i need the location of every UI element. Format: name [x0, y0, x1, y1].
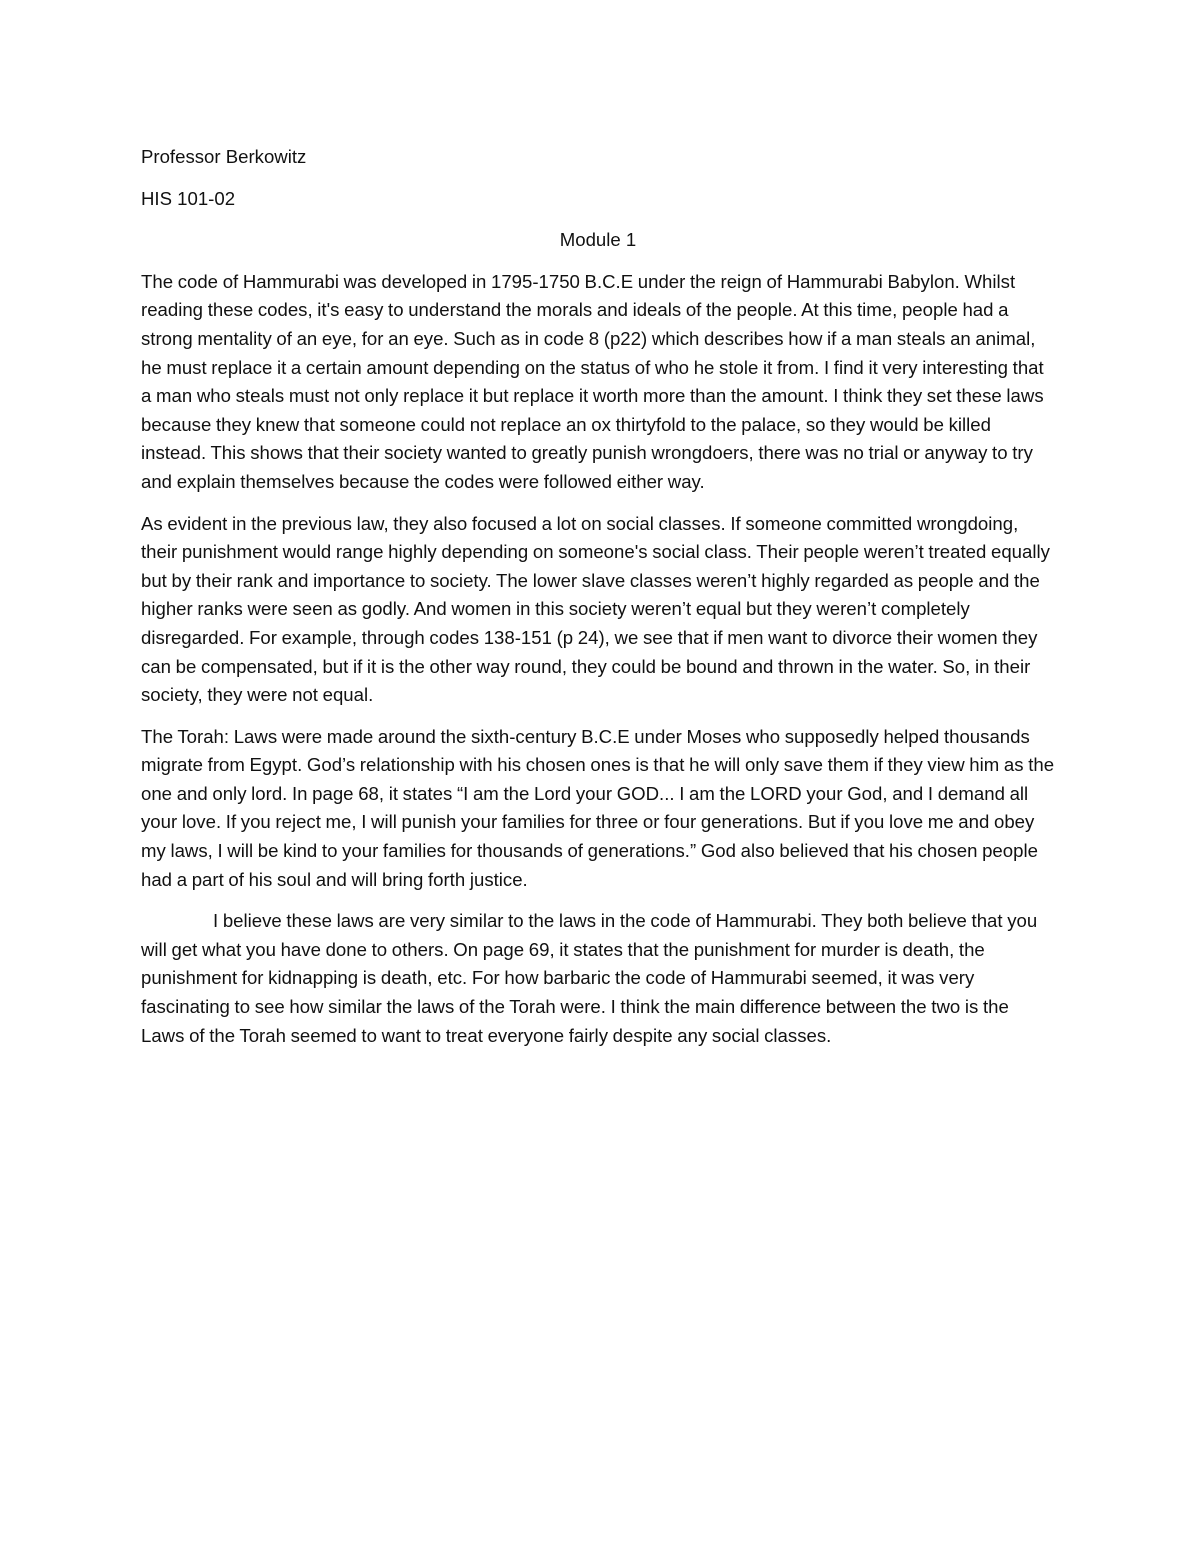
professor-name: Professor Berkowitz [141, 146, 307, 167]
paragraph-torah: The Torah: Laws were made around the sixth-century B.C.E under Moses who supposedly helped thousands migrate from Egypt. God’s relationship with his chosen ones is that he will only save them if they view him as the one and only lord. In page 68, it states “I am the Lord your GOD... I am the LORD your God, and I demand all your love. If you reject me, I will punish your families for three or four generations. But if you love me and obey my laws, I will be kind to your families for thousands of generations.” God also believed that his chosen people had a part of his soul and will bring forth justice. [141, 725, 1055, 890]
paragraph-hammurabi: The code of Hammurabi was developed in 1795-1750 B.C.E under the reign of Hammurabi Babylon. Whilst reading these codes, it's easy to understand the morals and ideals of the people. At this time, people had a strong mentality of an eye, for an eye. Such as in code 8 (p22) which describes how if a man steals an animal, he must replace it a certain amount depending on the status of who he stole it from. I find it very interesting that a man who steals must not only replace it but replace it worth more than the amount. I think they set these laws because they knew that someone could not replace an ox thirtyfold to the palace, so they would be killed instead. This shows that their society wanted to greatly punish wrongdoers, there was no trial or anyway to try and explain themselves because the codes were followed either way. [141, 270, 1044, 492]
course-code: HIS 101-02 [141, 187, 236, 209]
document-body [141, 143, 1055, 1063]
document-title: Module 1 [559, 229, 637, 251]
paragraph-social-classes: As evident in the previous law, they also focused a lot on social classes. If someone committed wrongdoing, their punishment would range highly depending on someone's social class. Their people weren’t treated equally but by their rank and importance to society. The lower slave classes weren’t highly regarded as people and the higher ranks were seen as godly. And women in this society weren’t equal but they weren’t completely disregarded. For example, through codes 138-151 (p 24), we see that if men want to divorce their women they can be compensated, but if it is the other way round, they could be bound and thrown in the water. So, in their society, they were not equal. [141, 512, 1050, 706]
paragraph-comparison: I believe these laws are very similar to the laws in the code of Hammurabi. They both believe that you will get what you have done to others. On page 69, it states that the punishment for murder is death, the punishment for kidnapping is death, etc. For how barbaric the code of Hammurabi seemed, it was very fascinating to see how similar the laws of the Torah were. I think the main difference between the two is the Laws of the Torah seemed to want to treat everyone fairly despite any social classes. [141, 910, 1038, 1046]
